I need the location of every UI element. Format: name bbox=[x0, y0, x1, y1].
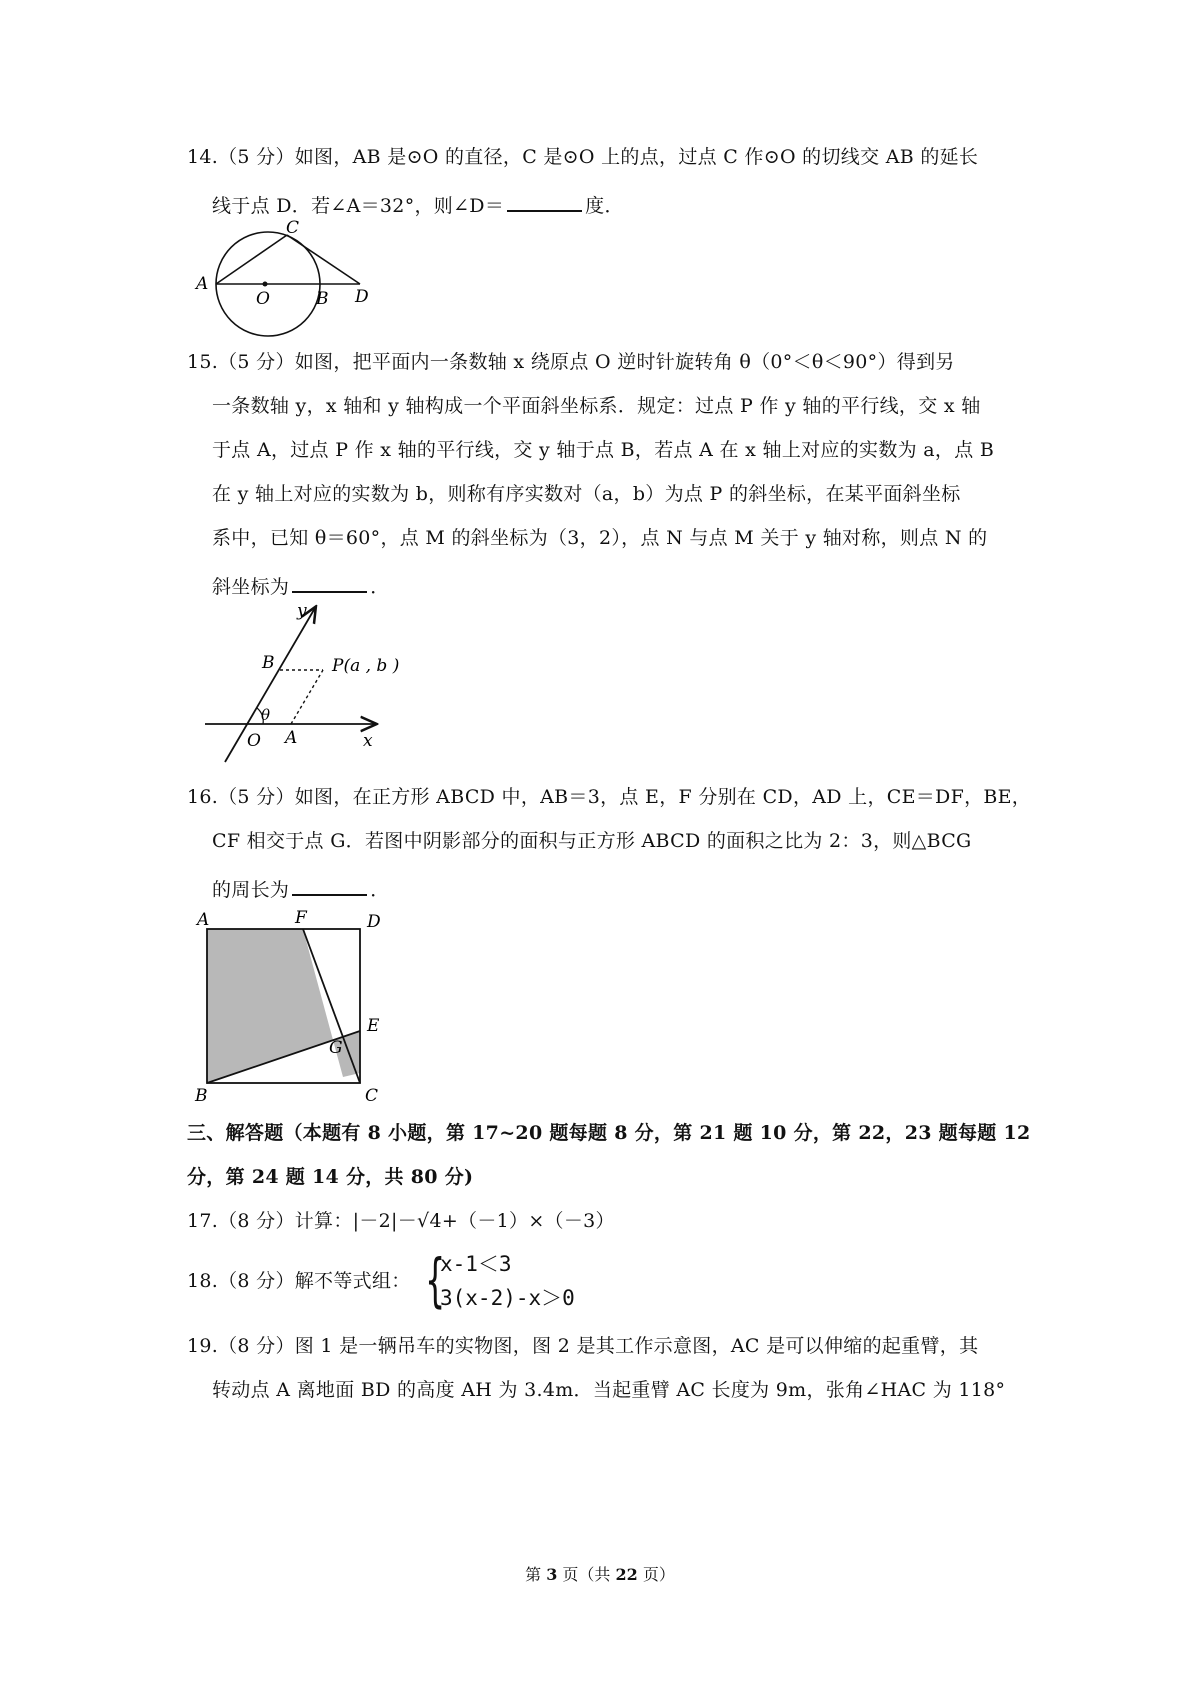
footer-suffix: 页） bbox=[637, 1565, 675, 1584]
total-pages: 22 bbox=[615, 1565, 638, 1584]
q14-line-2 bbox=[212, 192, 624, 216]
q16-line-3-text: 的周长为 bbox=[212, 879, 290, 901]
q15-line-5: 系中，已知 θ＝60°，点 M 的斜坐标为（3，2），点 N 与点 M 关于 y 轴对称，则点 N 的 bbox=[212, 527, 988, 549]
current-page-number: 3 bbox=[546, 1565, 558, 1584]
chord-ac bbox=[216, 235, 287, 284]
q18-label: 18.（8 分）解不等式组： bbox=[187, 1270, 411, 1292]
label-d: D bbox=[355, 287, 369, 307]
answer-blank bbox=[292, 573, 367, 593]
q14-line-2-text: 线于点 D．若∠A＝32°，则∠D＝ bbox=[212, 195, 505, 217]
label-c: C bbox=[365, 1086, 379, 1106]
q14-line-2-end: 度． bbox=[585, 195, 624, 217]
q14-line-1: 14.（5 分）如图，AB 是⊙O 的直径，C 是⊙O 上的点，过点 C 作⊙O 的切线交 AB 的延长 bbox=[187, 146, 979, 168]
section-3-heading-line-1: 三、解答题（本题有 8 小题，第 17~20 题每题 8 分，第 21 题 10 分，第 22，23 题每题 12 bbox=[187, 1122, 1031, 1144]
label-a: A bbox=[197, 910, 210, 930]
shaded-region bbox=[207, 929, 360, 1083]
q16-line-3 bbox=[212, 876, 390, 900]
footer-middle: 页（共 bbox=[557, 1565, 616, 1584]
label-b: B bbox=[195, 1086, 208, 1106]
section-3-heading-line-2: 分，第 24 题 14 分，共 80 分) bbox=[187, 1166, 474, 1188]
q19-line-2: 转动点 A 离地面 BD 的高度 AH 为 3.4m．当起重臂 AC 长度为 9m，张角∠HAC 为 118° bbox=[212, 1379, 1006, 1401]
q19-line-1: 19.（8 分）图 1 是一辆吊车的实物图，图 2 是其工作示意图，AC 是可以伸缩的起重臂，其 bbox=[187, 1335, 979, 1357]
label-o: O bbox=[256, 289, 270, 309]
q16-line-2: CF 相交于点 G．若图中阴影部分的面积与正方形 ABCD 的面积之比为 2：3，则△BCG bbox=[212, 830, 972, 852]
label-y: y bbox=[297, 601, 307, 621]
q15-line-6-text: 斜坐标为 bbox=[212, 576, 290, 598]
answer-blank bbox=[292, 876, 367, 896]
label-b: B bbox=[262, 653, 275, 673]
q15-line-2: 一条数轴 y，x 轴和 y 轴构成一个平面斜坐标系．规定：过点 P 作 y 轴的平行线，交 x 轴 bbox=[212, 395, 981, 417]
q14-circle-figure bbox=[196, 218, 390, 345]
label-g: G bbox=[329, 1038, 343, 1058]
page-footer bbox=[0, 1562, 1200, 1585]
answer-blank bbox=[507, 192, 582, 212]
tangent-cd bbox=[287, 235, 360, 284]
label-f: F bbox=[295, 908, 307, 928]
label-p: P(a , b ) bbox=[332, 656, 400, 676]
label-e: E bbox=[367, 1016, 380, 1036]
y-axis bbox=[225, 608, 315, 762]
inequality-1: x-1＜3 bbox=[440, 1252, 512, 1276]
label-theta: θ bbox=[261, 706, 271, 724]
q16-line-3-end: ． bbox=[370, 879, 390, 901]
q15-line-6 bbox=[212, 573, 390, 597]
q15-line-4: 在 y 轴上对应的实数为 b，则称有序实数对（a，b）为点 P 的斜坐标，在某平面斜坐标 bbox=[212, 483, 961, 505]
footer-prefix: 第 bbox=[525, 1565, 547, 1584]
parallel-to-y bbox=[291, 670, 323, 724]
label-a: A bbox=[196, 274, 209, 294]
q15-oblique-axes-figure bbox=[205, 600, 445, 765]
label-d: D bbox=[367, 912, 381, 932]
q15-line-3: 于点 A，过点 P 作 x 轴的平行线，交 y 轴于点 B，若点 A 在 x 轴上对应的实数为 a，点 B bbox=[212, 439, 995, 461]
q17-text: 17.（8 分）计算：|－2|－√4+（－1）×（－3） bbox=[187, 1210, 615, 1232]
system-brace: { bbox=[425, 1246, 446, 1314]
label-x: x bbox=[363, 731, 373, 751]
q16-square-figure bbox=[195, 905, 425, 1105]
label-o: O bbox=[247, 731, 261, 751]
q15-line-1: 15.（5 分）如图，把平面内一条数轴 x 绕原点 O 逆时针旋转角 θ（0°＜θ＜90°）得到另 bbox=[187, 351, 955, 373]
q16-line-1: 16.（5 分）如图，在正方形 ABCD 中，AB＝3，点 E，F 分别在 CD，AD 上，CE＝DF，BE， bbox=[187, 786, 1032, 808]
label-c: C bbox=[286, 218, 300, 238]
center-dot bbox=[263, 282, 268, 287]
label-a: A bbox=[285, 728, 298, 748]
inequality-2: 3(x-2)-x＞0 bbox=[440, 1286, 575, 1310]
label-b: B bbox=[316, 289, 329, 309]
q15-line-6-end: ． bbox=[370, 576, 390, 598]
